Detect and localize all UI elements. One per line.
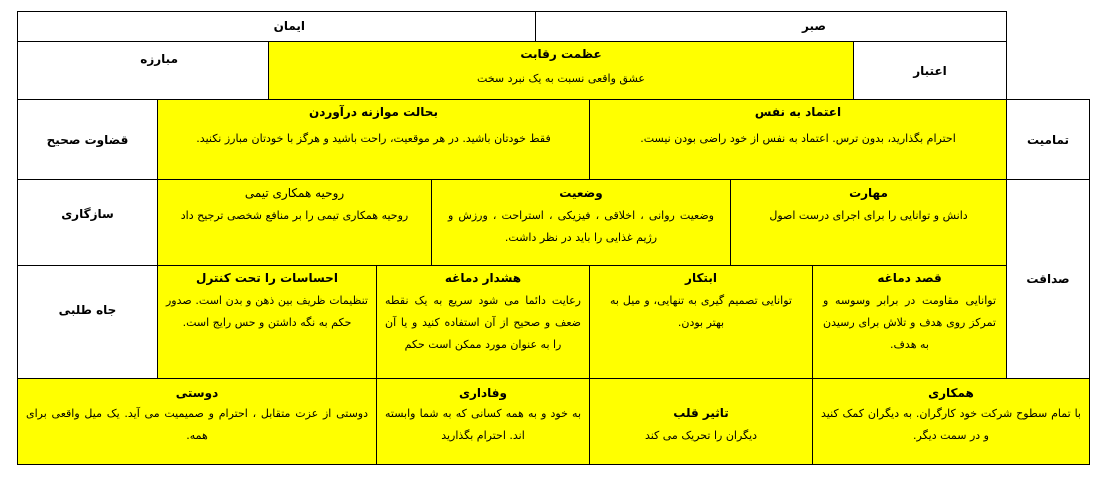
title-tasir-ghalb: تاثیر قلب xyxy=(673,406,729,420)
cell-ebtekar xyxy=(589,265,813,379)
cell-ehsasat-control xyxy=(157,265,377,379)
body-hamkari: با تمام سطوح شرکت خود کارگران. به دیگران کمک کنید و در سمت دیگر. xyxy=(821,407,1081,442)
label-sazgari: سازگاری xyxy=(61,207,114,221)
cell-jahtalabi xyxy=(17,265,158,379)
title-hamkari: همکاری xyxy=(928,386,974,400)
body-tasir-ghalb: دیگران را تحریک می کند xyxy=(644,429,758,442)
cell-hamkari xyxy=(812,378,1090,465)
cell-vaziat xyxy=(431,179,731,266)
cell-etemad-be-nafs xyxy=(589,99,1007,180)
body-ebtekar: توانایی تصمیم گیری به تنهایی، و میل به بهتر بودن. xyxy=(610,294,792,329)
title-hoshdar-damagheh: هشدار دماغه xyxy=(444,271,522,285)
title-vafadari: وفاداری xyxy=(459,386,507,400)
cell-mobareze xyxy=(17,41,269,100)
cell-hoshdar-damagheh xyxy=(376,265,590,379)
cell-sabr xyxy=(535,11,1007,42)
label-sedaghat: صداقت xyxy=(1026,272,1070,286)
cell-sazgari xyxy=(17,179,158,266)
label-tamamiyat: تمامیت xyxy=(1026,132,1070,147)
cell-etebar xyxy=(853,41,1007,100)
body-ghasd-damagheh: توانایی مقاومت در برابر وسوسه و تمرکز روی هدف و تلاش برای رسیدن به هدف. xyxy=(823,294,996,351)
label-sabr: صبر xyxy=(802,19,826,33)
title-etemad-be-nafs: اعتماد به نفس xyxy=(754,105,842,119)
body-rouhieh-hamkari: روحیه همکاری تیمی را بر منافع شخصی ترجیح داد xyxy=(180,209,409,222)
cell-azamat-reghabat xyxy=(268,41,854,100)
title-halat-movazene: بحالت موازنه درآوردن xyxy=(309,105,438,119)
cell-vafadari xyxy=(376,378,590,465)
title-ebtekar: ابتکار xyxy=(685,271,717,285)
title-ehsasat-control: احساسات را تحت کنترل xyxy=(196,271,338,285)
title-rouhieh-hamkari: روحیه همکاری تیمی xyxy=(244,186,345,200)
body-vaziat: وضعیت روانی ، اخلاقی ، فیزیکی ، استراحت ، ورزش و رژیم غذایی را باید در نظر داشت. xyxy=(448,209,714,244)
cell-halat-movazene xyxy=(157,99,590,180)
title-azamat-reghabat: عظمت رقابت xyxy=(520,47,602,61)
label-mobareze: مبارزه xyxy=(140,52,178,66)
cell-rouhieh-hamkari xyxy=(157,179,432,266)
cell-iman xyxy=(17,11,536,42)
body-azamat-reghabat: عشق واقعی نسبت به یک نبرد سخت xyxy=(477,72,645,85)
body-hoshdar-damagheh: رعایت دائما می شود سریع به یک نقطه ضعف و صحیح از آن استفاده کنید و یا آن را به عنوان مورد ممکن است حکم xyxy=(385,294,581,351)
cell-tamamiyat xyxy=(1006,99,1090,180)
title-ghasd-damagheh: قصد دماغه xyxy=(877,271,942,285)
cell-maharat xyxy=(730,179,1007,266)
body-vafadari: به خود و به همه کسانی که به شما وابسته اند. احترام بگذارید xyxy=(385,407,581,442)
label-iman: ایمان xyxy=(273,19,305,33)
label-ghezavat-sahih: قضاوت صحیح xyxy=(46,132,129,147)
body-ehsasat-control: تنظیمات ظریف بین ذهن و بدن است. صدور حکم به نگه داشتن و حس رایج است. xyxy=(166,294,368,329)
title-dousti: دوستی xyxy=(175,386,219,400)
body-maharat: دانش و توانایی را برای اجرای درست اصول xyxy=(769,209,968,222)
label-etebar: اعتبار xyxy=(913,63,947,78)
cell-sedaghat xyxy=(1006,179,1090,379)
body-halat-movazene: فقط خودتان باشید. در هر موقعیت، راحت باشید و هرگز با خودتان مبارز نکنید. xyxy=(196,132,551,145)
body-etemad-be-nafs: احترام بگذارید، بدون ترس. اعتماد به نفس از خود راضی بودن نیست. xyxy=(640,132,956,145)
cell-ghezavat-sahih xyxy=(17,99,158,180)
title-maharat: مهارت xyxy=(849,186,888,200)
cell-tasir-ghalb xyxy=(589,378,813,465)
body-dousti: دوستی از عزت متقابل ، احترام و صمیمیت می آید. یک میل واقعی برای همه. xyxy=(26,407,368,442)
label-jahtalabi: جاه طلبی xyxy=(58,303,117,317)
cell-ghasd-damagheh xyxy=(812,265,1007,379)
cell-dousti xyxy=(17,378,377,465)
title-vaziat: وضعیت xyxy=(559,186,603,200)
